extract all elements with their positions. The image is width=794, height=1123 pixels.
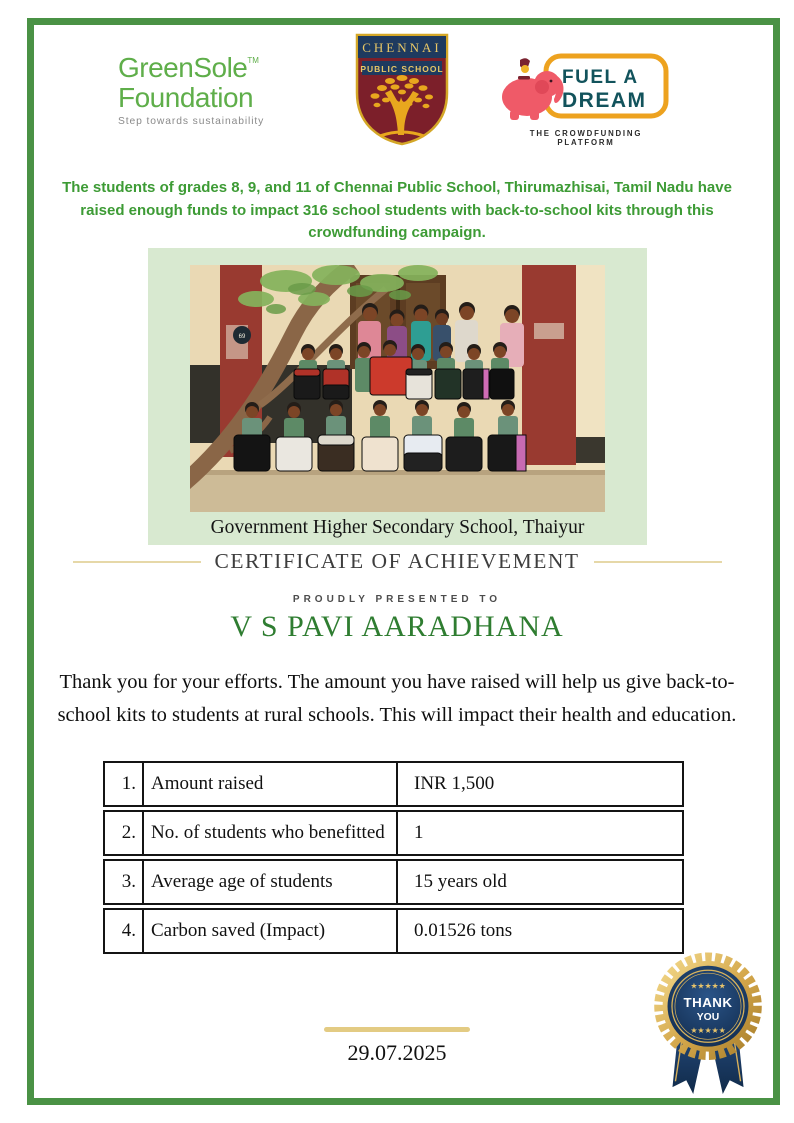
intro-paragraph: The students of grades 8, 9, and 11 of Chennai Public School, Thirumazhisai, Tamil Nadu have raised enough funds to impact 316 school students with back-to-school kits through this crowdfunding campaign. <box>62 179 732 241</box>
certificate-title-row <box>0 549 794 574</box>
row-value: 1 <box>414 822 424 843</box>
row-value: 15 years old <box>414 871 507 892</box>
fueladream-icon <box>500 50 672 122</box>
greensole-tagline: Step towards sustainability <box>118 116 265 127</box>
badge-line2: YOU <box>696 1012 720 1024</box>
crest-school-city: CHENNAI <box>362 40 442 55</box>
date-divider <box>324 1027 470 1032</box>
table-row <box>103 908 684 954</box>
badge-stars-bottom: ★★★★★ <box>690 1025 726 1035</box>
crest-school-type: PUBLIC SCHOOL <box>360 64 444 74</box>
title-divider-right <box>594 561 722 563</box>
certificate-title: CERTIFICATE OF ACHIEVEMENT <box>214 549 580 573</box>
table-row <box>103 859 684 905</box>
row-number: 4. <box>105 910 144 952</box>
row-label: Amount raised <box>144 763 398 805</box>
row-number: 1. <box>105 763 144 805</box>
school-crest-icon <box>352 30 452 148</box>
row-label: Average age of students <box>144 861 398 903</box>
greensole-logo <box>118 54 298 127</box>
table-row <box>103 761 684 807</box>
greensole-name: GreenSole <box>118 52 248 83</box>
row-value: 0.01526 tons <box>414 920 513 941</box>
badge-stars-top: ★★★★★ <box>690 981 726 991</box>
date-text: 29.07.2025 <box>347 1040 447 1065</box>
fueladream-logo <box>500 50 672 147</box>
badge-line1: THANK <box>683 995 733 1011</box>
svg-text:69: 69 <box>238 334 246 340</box>
certificate-message: Thank you for your efforts. The amount you have raised will help us give back-to-school kits to students at rural schools. This will impact their health and education. <box>57 671 737 727</box>
row-label: No. of students who benefitted <box>144 812 398 854</box>
fueladream-tagline: THE CROWDFUNDING PLATFORM <box>529 129 643 147</box>
recipient-name: V S PAVI AARADHANA <box>230 610 564 643</box>
photo-panel <box>148 248 647 545</box>
photo-caption: Government Higher Secondary School, Thaiyur <box>210 517 585 538</box>
greensole-name2: Foundation <box>118 82 254 113</box>
title-divider-left <box>73 561 201 563</box>
thank-you-badge-icon <box>647 948 769 1098</box>
impact-table <box>103 761 684 957</box>
fueladream-word1: FUEL A <box>562 67 639 88</box>
school-photo <box>190 265 605 512</box>
fueladream-word2: DREAM <box>562 89 647 112</box>
table-row <box>103 810 684 856</box>
row-label: Carbon saved (Impact) <box>144 910 398 952</box>
greensole-trademark: TM <box>247 56 259 65</box>
row-number: 2. <box>105 812 144 854</box>
row-value: INR 1,500 <box>414 773 495 794</box>
row-number: 3. <box>105 861 144 903</box>
presented-label: PROUDLY PRESENTED TO <box>292 594 502 605</box>
